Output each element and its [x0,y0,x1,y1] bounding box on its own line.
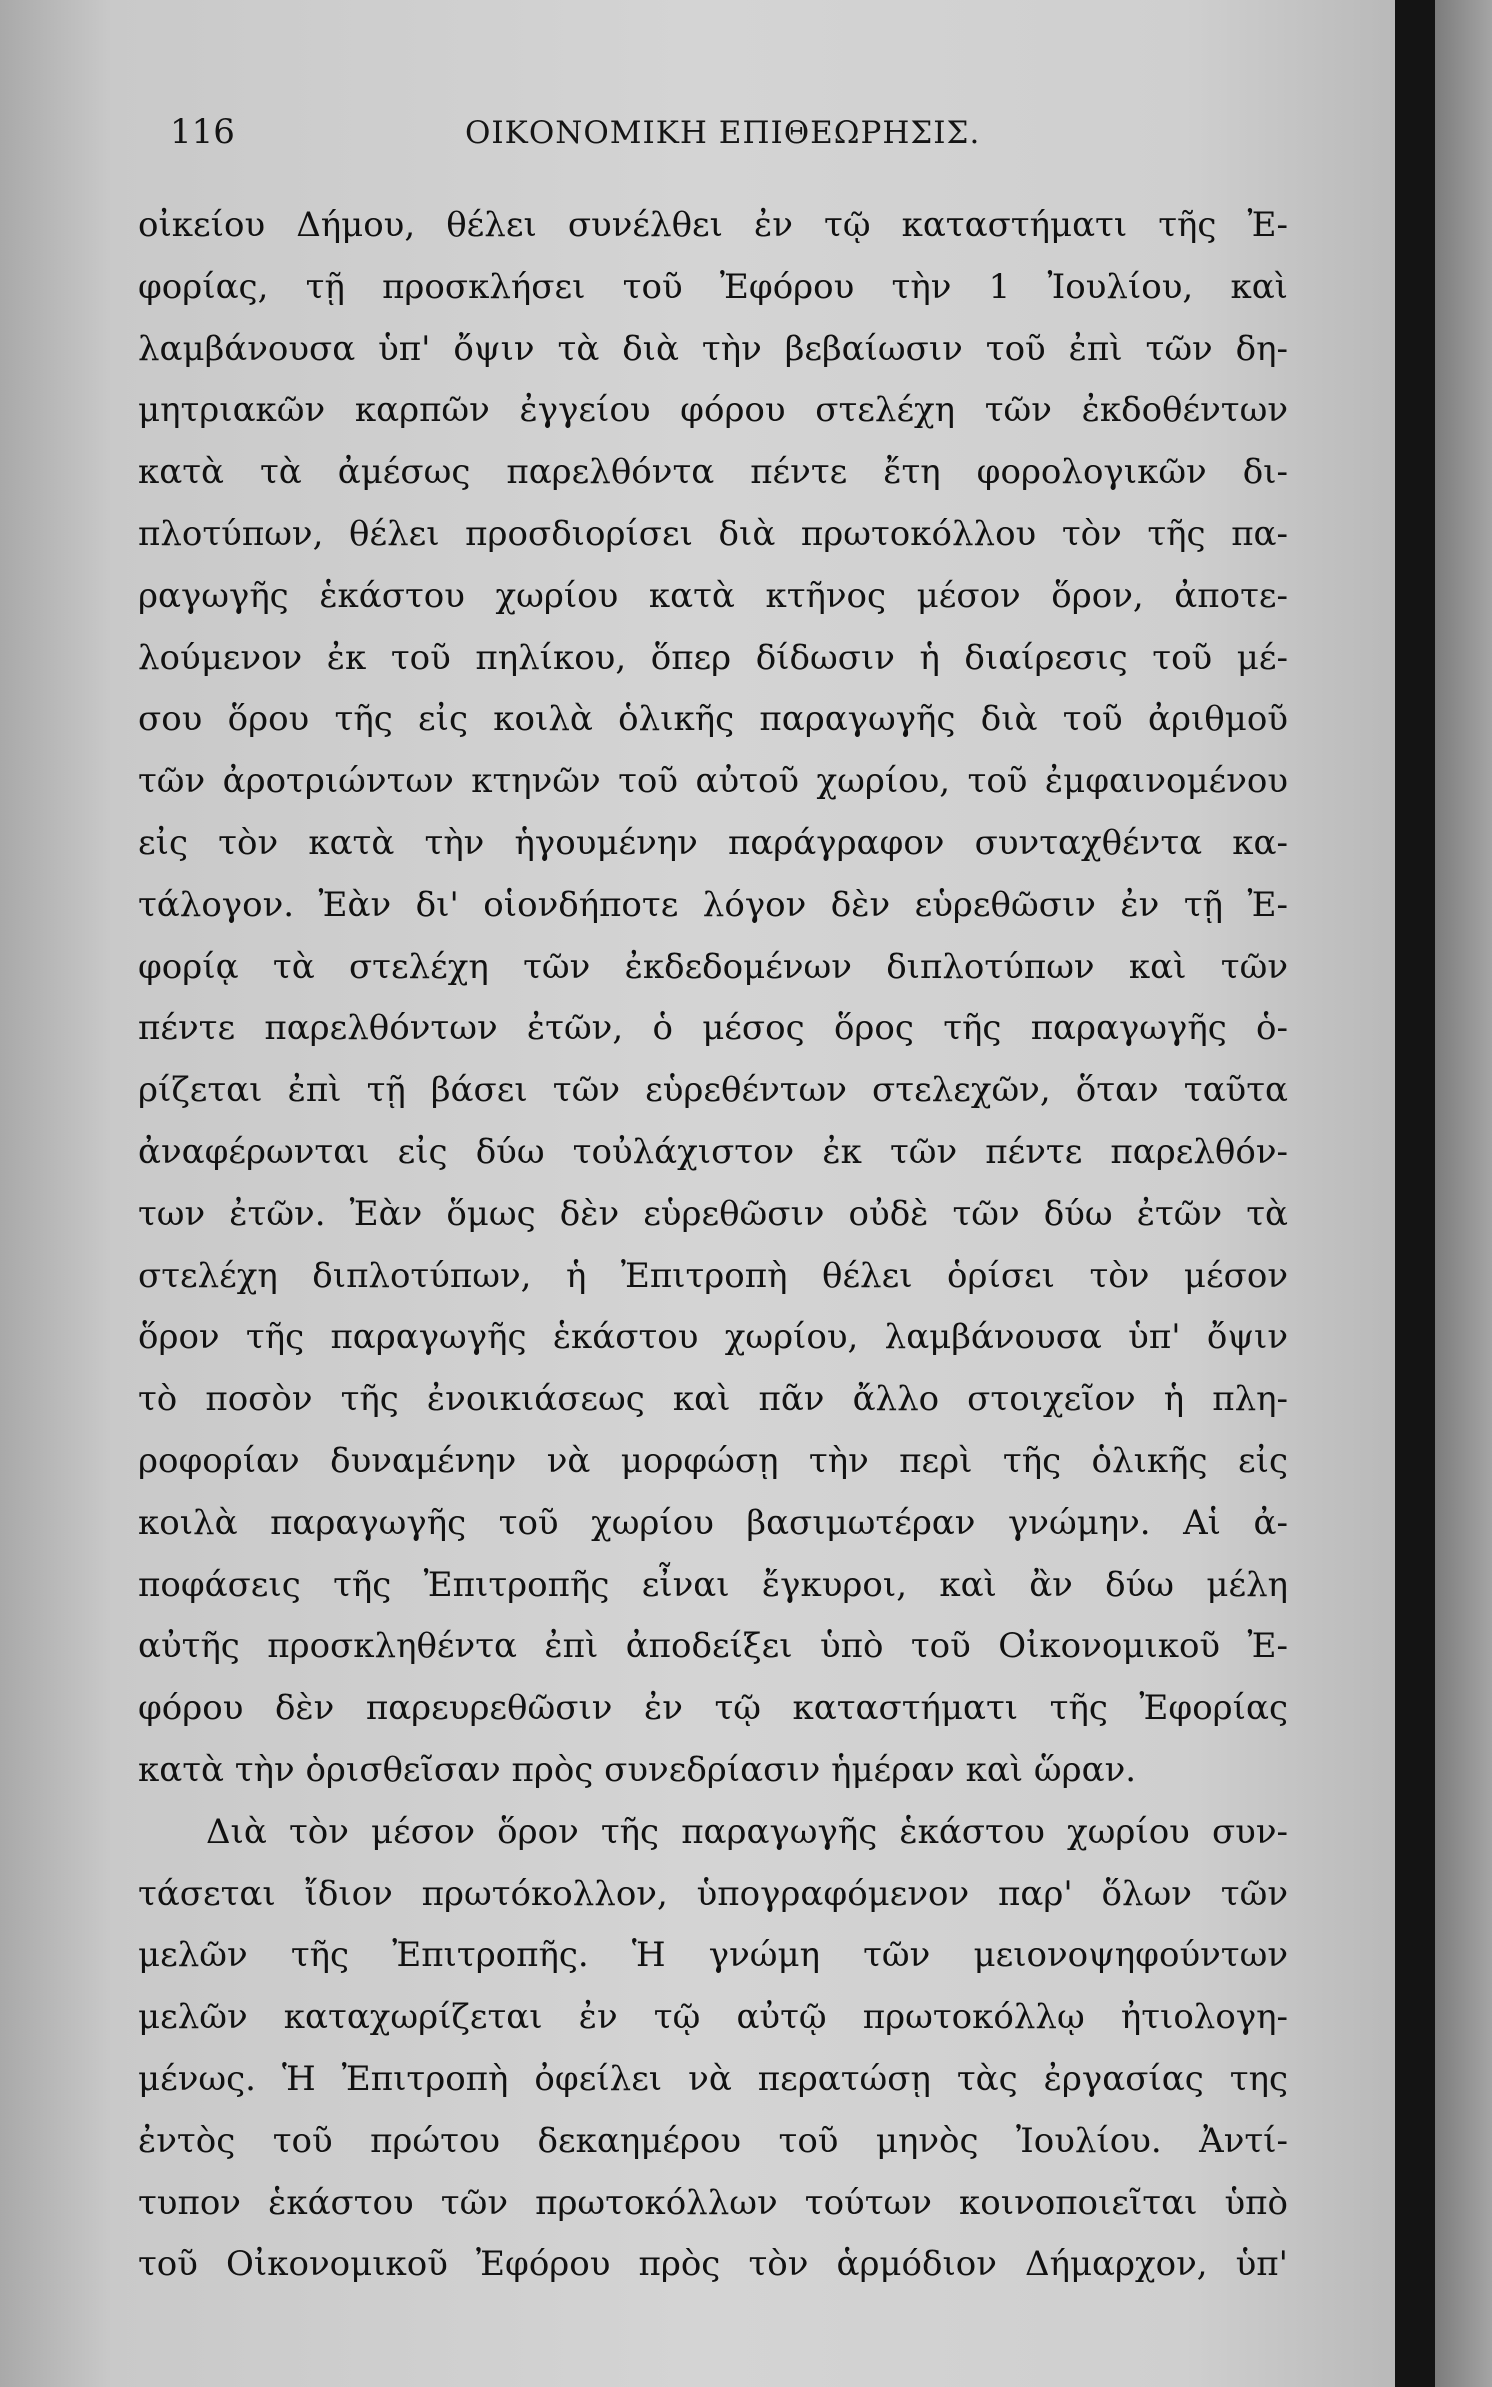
text-line: πέντε παρελθόντων ἐτῶν, ὁ μέσος ὅρος τῆς παραγωγῆς ὁ- [138,1008,1288,1049]
text-line: τάλογον. Ἐὰν δι' οἱονδήποτε λόγον δὲν εὑρεθῶσιν ἐν τῇ Ἐ- [138,884,1288,925]
text-line: φορίας, τῇ προσκλήσει τοῦ Ἐφόρου τὴν 1 Ἰουλίου, καὶ [138,266,1288,307]
text-line: κατὰ τὰ ἀμέσως παρελθόντα πέντε ἔτη φορολογικῶν δι- [138,452,1288,493]
text-line: ὅρον τῆς παραγωγῆς ἑκάστου χωρίου, λαμβάνουσα ὑπ' ὄψιν [138,1317,1288,1358]
text-line: τάσεται ἴδιον πρωτόκολλον, ὑπογραφόμενον παρ' ὅλων τῶν [138,1873,1288,1914]
text-line: τῶν ἀροτριώντων κτηνῶν τοῦ αὐτοῦ χωρίου, τοῦ ἐμφαινομένου [138,761,1288,802]
text-line: αὐτῆς προσκληθέντα ἐπὶ ἀποδείξει ὑπὸ τοῦ Οἰκονομικοῦ Ἐ- [138,1626,1288,1667]
text-line: μένως. Ἡ Ἐπιτροπὴ ὀφείλει νὰ περατώσῃ τὰς ἐργασίας της [138,2058,1288,2099]
text-line: ροφορίαν δυναμένην νὰ μορφώσῃ τὴν περὶ τῆς ὁλικῆς εἰς [138,1440,1288,1481]
text-line: ἐντὸς τοῦ πρώτου δεκαημέρου τοῦ μηνὸς Ἰουλίου. Ἀντί- [138,2120,1288,2161]
text-line: πλοτύπων, θέλει προσδιορίσει διὰ πρωτοκόλλου τὸν τῆς πα- [138,513,1288,554]
text-line: μελῶν τῆς Ἐπιτροπῆς. Ἡ γνώμη τῶν μειονοψηφούντων [138,1935,1288,1976]
text-line: λαμβάνουσα ὑπ' ὄψιν τὰ διὰ τὴν βεβαίωσιν τοῦ ἐπὶ τῶν δη- [138,328,1288,369]
text-line: εἰς τὸν κατὰ τὴν ἡγουμένην παράγραφον συνταχθέντα κα- [138,822,1288,863]
book-gutter-shadow [1395,0,1435,2387]
page-number: 116 [170,112,235,152]
text-line: οἰκείου Δήμου, θέλει συνέλθει ἐν τῷ καταστήματι τῆς Ἐ- [138,205,1288,245]
text-line: ρίζεται ἐπὶ τῇ βάσει τῶν εὑρεθέντων στελεχῶν, ὅταν ταῦτα [138,1070,1288,1111]
text-line: σου ὅρου τῆς εἰς κοιλὰ ὁλικῆς παραγωγῆς διὰ τοῦ ἀριθμοῦ [138,699,1288,740]
text-line: ραγωγῆς ἑκάστου χωρίου κατὰ κτῆνος μέσον ὅρον, ἀποτε- [138,575,1288,616]
running-head: ΟΙΚΟΝΟΜΙΚΗ ΕΠΙΘΕΩΡΗΣΙΣ. [465,115,981,151]
text-line: κατὰ τὴν ὁρισθεῖσαν πρὸς συνεδρίασιν ἡμέραν καὶ ὥραν. [138,1749,1137,1790]
text-line: τὸ ποσὸν τῆς ἐνοικιάσεως καὶ πᾶν ἄλλο στοιχεῖον ἡ πλη- [138,1379,1288,1420]
text-line: των ἐτῶν. Ἐὰν ὅμως δὲν εὑρεθῶσιν οὐδὲ τῶν δύω ἐτῶν τὰ [138,1193,1288,1234]
text-line: μελῶν καταχωρίζεται ἐν τῷ αὐτῷ πρωτοκόλλῳ ἠτιολογη- [138,1997,1288,2038]
text-line: λούμενον ἐκ τοῦ πηλίκου, ὅπερ δίδωσιν ἡ διαίρεσις τοῦ μέ- [138,637,1288,678]
text-line: τοῦ Οἰκονομικοῦ Ἐφόρου πρὸς τὸν ἁρμόδιον Δήμαρχον, ὑπ' [138,2244,1288,2285]
text-line: ἀναφέρωνται εἰς δύω τοὐλάχιστον ἐκ τῶν πέντε παρελθόν- [138,1131,1288,1172]
body-text [138,195,1288,2296]
text-line: μητριακῶν καρπῶν ἐγγείου φόρου στελέχη τῶν ἐκδοθέντων [138,390,1288,431]
facing-page-edge [1435,0,1492,2387]
text-line: φορίᾳ τὰ στελέχη τῶν ἐκδεδομένων διπλοτύπων καὶ τῶν [138,946,1288,987]
text-line: φόρου δὲν παρευρεθῶσιν ἐν τῷ καταστήματι τῆς Ἐφορίας [138,1688,1288,1729]
text-line: στελέχη διπλοτύπων, ἡ Ἐπιτροπὴ θέλει ὁρίσει τὸν μέσον [138,1255,1288,1296]
text-line: τυπον ἑκάστου τῶν πρωτοκόλλων τούτων κοινοποιεῖται ὑπὸ [138,2182,1288,2223]
text-line: ποφάσεις τῆς Ἐπιτροπῆς εἶναι ἔγκυροι, καὶ ἂν δύω μέλη [138,1564,1288,1605]
text-line: κοιλὰ παραγωγῆς τοῦ χωρίου βασιμωτέραν γνώμην. Αἱ ἀ- [138,1502,1288,1543]
text-line: Διὰ τὸν μέσον ὅρον τῆς παραγωγῆς ἑκάστου χωρίου συν- [206,1811,1288,1852]
